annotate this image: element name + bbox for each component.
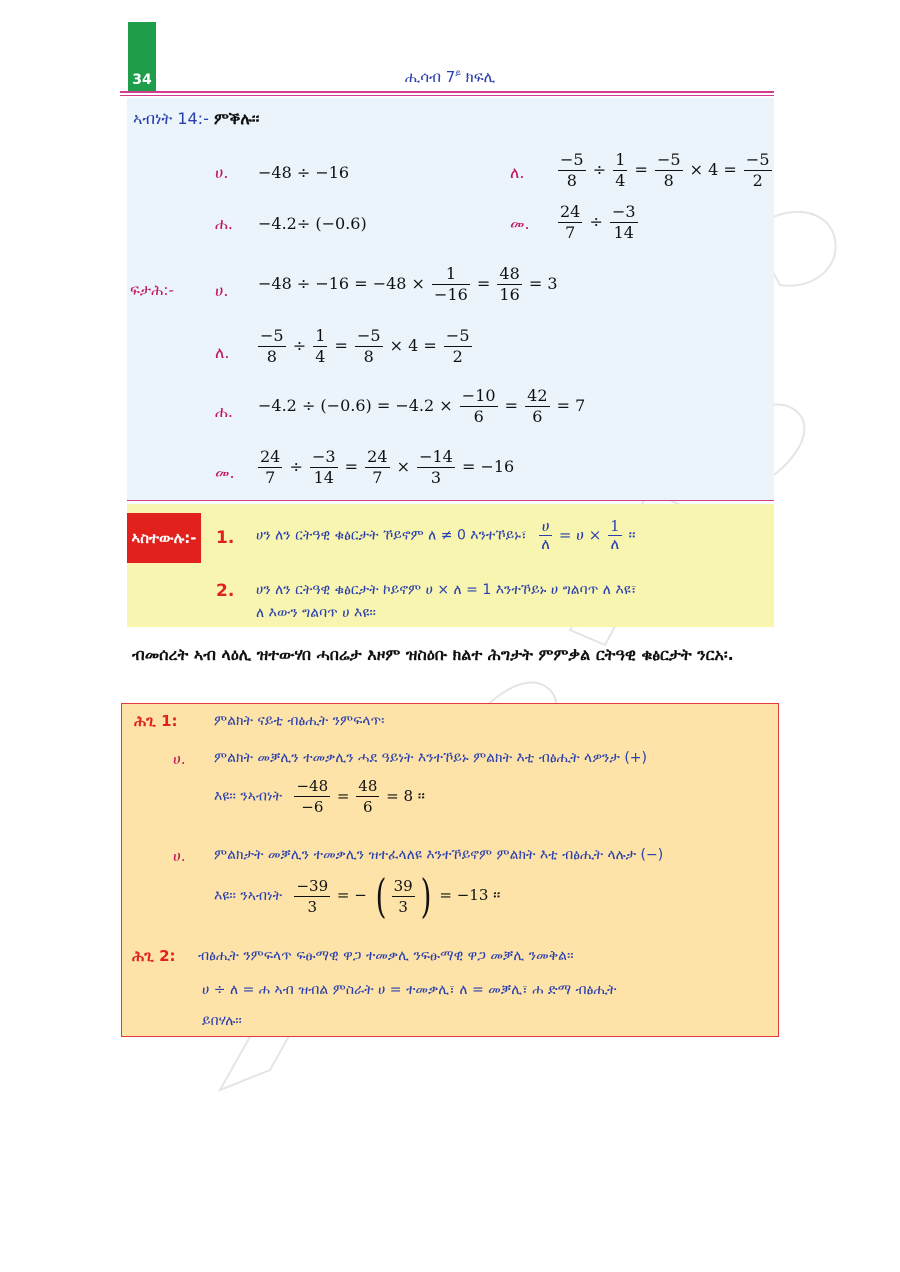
solution-c-letter: ሐ.: [215, 402, 233, 421]
rule-1b-text: ምልክታት መቓሊን ተመቃሊን ዝተፈላለዩ እንተኾይኖም ምልክት እቲ ብፅሒት ላሉታ (−): [214, 847, 664, 863]
page-number: 34: [132, 72, 152, 88]
remember-item-2-number: 2.: [216, 581, 235, 601]
rule-2-line3: ይበሃሉ፡፡: [202, 1013, 242, 1029]
solution-d-expr: $\frac{24}{7}$ ÷ $\frac{-3}{14}$ = $\frac{24}{7}$ × $\frac{-14}{3}$ = −16: [260, 447, 515, 487]
header-rule: [120, 91, 774, 93]
solution-a-letter: ሀ.: [215, 281, 229, 300]
solution-b-expr: $\frac{-5}{8}$ ÷ $\frac{1}{4}$ = $\frac{-5}{8}$ × 4 = $\frac{-5}{2}$: [260, 326, 470, 366]
rule-1a-letter: ሀ.: [173, 750, 186, 768]
remember-label: ኣስተውሉ:-: [127, 513, 201, 563]
rule-2-line2: ሀ ÷ ለ = ሐ ኣብ ዝብል ምስራት ሀ = ተመቃሊ፣ ለ = መቓሊ፣ ሐ ድማ ብፅሒት: [202, 982, 617, 998]
rule-1-title: ምልክት ናይቲ ብፅሒት ንምፍላጥ፡: [214, 713, 385, 729]
running-title: ሒሳብ $7^ይ$ ክፍሊ: [404, 68, 496, 86]
problem-d-expr: $\frac{24}{7}$ ÷ $\frac{-3}{14}$: [560, 202, 636, 242]
rule-1a-text: ምልክት መቓሊን ተመቃሊን ሓደ ዓይነት እንተኾይኑ ምልክት እቲ ብፅሒት ላዎንታ (+): [214, 750, 647, 766]
solution-d-letter: መ.: [215, 463, 235, 482]
rule-1a-example: እዩ፡፡ ንኣብነት $\frac{-48}{-6}$ = $\frac{48}{6}$ = 8 ፡፡: [214, 777, 425, 816]
solution-b-letter: ለ.: [215, 343, 230, 362]
solution-c-expr: −4.2 ÷ (−0.6) = −4.2 × $\frac{-10}{6}$ = $\frac{42}{6}$ = 7: [258, 386, 586, 426]
remember-item-1-number: 1.: [216, 528, 235, 548]
rule-1b-letter: ሀ.: [173, 847, 186, 865]
remember-item-2-line2: ለ እውን ግልባጥ ሀ እዩ፡፡: [256, 605, 376, 621]
problem-b-letter: ለ.: [510, 163, 525, 182]
solution-a-expr: −48 ÷ −16 = −48 × $\frac{1}{-16}$ = $\frac{48}{16}$ = 3: [258, 264, 558, 304]
problem-a-expr: −48 ÷ −16: [258, 163, 350, 182]
problem-c-letter: ሐ.: [215, 214, 233, 233]
rule-1-label: ሕጊ 1:: [134, 712, 178, 730]
example-box-border: [127, 500, 774, 501]
rule-2-title: ብፅሒት ንምፍላጥ ፍፁማዊ ዋጋ ተመቃሊ ንፍፁማዊ ዋጋ መቓሊ ንመቅል፡፡: [198, 948, 574, 964]
body-paragraph: ብመሰረት ኣብ ላዕሊ ዝተውሃበ ሓበሬታ እዞም ዝስዕቡ ክልተ ሕግታት ምምቃል ርትዓዊ ቁፅርታት ንርአ፡.: [132, 645, 734, 664]
solution-label: ፍታሕ:-: [130, 281, 174, 299]
remember-item-1-text: ሀን ለን ርትዓዊ ቁፅርታት ኾይኖም ለ ≠ 0 እንተኾይኑ፣ $\frac{\text{ሀ}}{\text{ለ}}$ = ሀ × $\frac{1}{\text{ለ}}$ ፡፡: [256, 517, 636, 553]
example-label: ኣብነት 14:- ምቕሉ፡፡: [133, 109, 260, 128]
problem-a-letter: ሀ.: [215, 163, 229, 182]
header-rule-thin: [120, 95, 774, 96]
rule-2-label: ሕጊ 2:: [132, 947, 176, 965]
problem-b-expr: $\frac{-5}{8}$ ÷ $\frac{1}{4}$ = $\frac{-5}{8}$ × 4 = $\frac{-5}{2}$: [560, 150, 770, 190]
problem-c-expr: −4.2÷ (−0.6): [258, 214, 367, 233]
rule-1b-example: እዩ፡፡ ንኣብነት $\frac{-39}{3}$ = − ( $\frac{39}{3}$ ) = −13 ፡፡: [214, 869, 501, 923]
remember-item-2-line1: ሀን ለን ርትዓዊ ቁፅርታት ኮይኖም ሀ × ለ = 1 እንተኾይኑ ሀ ግልባጥ ለ እዩ፣: [256, 582, 637, 598]
problem-d-letter: መ.: [510, 214, 530, 233]
